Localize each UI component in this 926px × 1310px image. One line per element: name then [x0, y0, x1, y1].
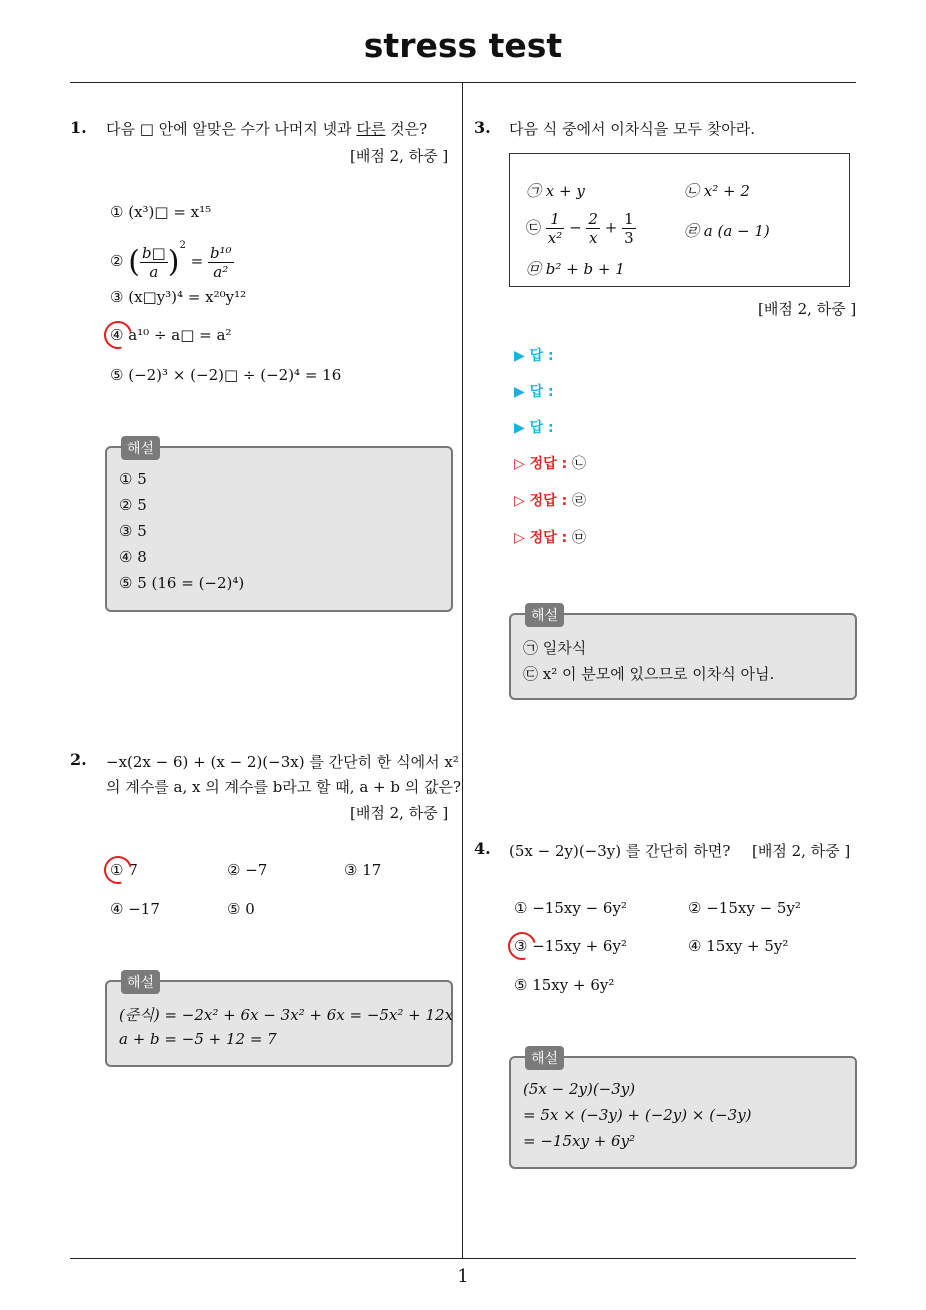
option-5[interactable]: ⑤ 0: [227, 900, 255, 918]
option-3[interactable]: ③ −15xy + 6y²: [514, 937, 627, 955]
solution-label: 해설: [121, 970, 160, 994]
correct-answer: [514, 527, 586, 547]
expression-marker: ㉢: [526, 218, 542, 237]
solution-line: ① 5: [119, 470, 147, 488]
footer-rule: [70, 1258, 856, 1259]
solution-line: (준식) = −2x² + 6x − 3x² + 6x = −5x² + 12x: [119, 1006, 454, 1024]
solution-line: ⑤ 5 (16 = (−2)⁴): [119, 574, 245, 592]
fraction-numerator: 2: [588, 210, 598, 228]
question-number: 2.: [70, 750, 87, 769]
score-label: [배점 2, 하중 ]: [752, 842, 851, 860]
solution-label: 해설: [525, 603, 564, 627]
question-text: [106, 118, 427, 139]
solution-line: (5x − 2y)(−3y): [523, 1080, 636, 1098]
expression-item: ㉠ x + y: [526, 182, 585, 200]
option-3[interactable]: ③ 17: [344, 861, 382, 879]
question-text: (5x − 2y)(−3y) 를 간단히 하면?: [509, 842, 731, 860]
solution-line: a + b = −5 + 12 = 7: [119, 1030, 277, 1048]
question-text-part: 다음 □ 안에 알맞은 수가 나머지 넷과: [106, 120, 357, 138]
solution-line: ㉢ x² 이 분모에 있으므로 이차식 아님.: [523, 665, 775, 683]
correct-answer-label: ▷ 정답 :: [514, 456, 568, 472]
solution-box: [509, 1051, 857, 1169]
operator: +: [604, 218, 618, 237]
operator: −: [569, 218, 582, 237]
fraction-denominator: a²: [213, 262, 229, 281]
answer-blank[interactable]: ▶ 답 :: [514, 384, 554, 400]
expression-box: [509, 153, 850, 287]
solution-label: 해설: [525, 1046, 564, 1070]
fraction-numerator: b¹⁰: [209, 243, 232, 262]
solution-line: = 5x × (−3y) + (−2y) × (−3y): [523, 1106, 752, 1124]
option-2[interactable]: ② −7: [227, 861, 268, 879]
underlined-word: 다른: [356, 120, 386, 138]
option-4[interactable]: ④ a¹⁰ ÷ a□ = a²: [110, 326, 232, 344]
option-5[interactable]: ⑤ (−2)³ × (−2)□ ÷ (−2)⁴ = 16: [110, 366, 342, 384]
selected-answer-mark: [99, 851, 137, 889]
expression-item: [526, 210, 636, 247]
question-text: 다음 식 중에서 이차식을 모두 찾아라.: [509, 120, 755, 138]
selected-answer-mark: [503, 927, 541, 965]
fraction-denominator: x²: [547, 229, 563, 247]
option-2[interactable]: ② ( $\frac{b□}{a}$ )$^2$ = $\frac{\text{b¹⁰}}{\text{a²}}$: [110, 240, 232, 281]
question-text-part: 것은?: [385, 120, 428, 138]
question-text: −x(2x − 6) + (x − 2)(−3x) 를 간단히 한 식에서 x²: [106, 753, 459, 771]
correct-answer-value: ㉡: [572, 456, 587, 472]
option-marker: ②: [110, 252, 124, 270]
fraction-numerator: 1: [546, 210, 564, 229]
selected-answer-mark: [99, 316, 137, 354]
option-4[interactable]: ④ 15xy + 5y²: [688, 937, 789, 955]
header-rule: [70, 82, 856, 83]
fraction-numerator: b□: [141, 243, 166, 262]
correct-answer: [514, 490, 586, 510]
correct-answer-label: ▷ 정답 :: [514, 493, 568, 509]
answer-blank[interactable]: ▶ 답 :: [514, 348, 554, 364]
correct-answer-value: ㉣: [572, 493, 587, 509]
question-number: 1.: [70, 118, 87, 137]
solution-label: 해설: [121, 436, 160, 460]
score-label: [배점 2, 하중 ]: [758, 300, 857, 318]
score-label: [배점 2, 하중 ]: [350, 147, 449, 165]
solution-box: [105, 975, 454, 1067]
solution-box: [509, 608, 857, 700]
correct-answer: [514, 453, 586, 473]
option-4[interactable]: ④ −17: [110, 900, 160, 918]
solution-line: = −15xy + 6y²: [523, 1132, 636, 1150]
fraction-denominator: x: [588, 229, 598, 247]
fraction-numerator: 1: [624, 210, 634, 228]
option-1[interactable]: ① −15xy − 6y²: [514, 899, 627, 917]
column-divider: [462, 83, 463, 1259]
expression-item: ㉣ a (a − 1): [684, 222, 770, 240]
page-title: stress test: [363, 26, 563, 65]
expression-item: ㉤ b² + b + 1: [526, 260, 625, 278]
question-text: 의 계수를 a, x 의 계수를 b라고 할 때, a + b 의 값은?: [106, 778, 462, 796]
option-3[interactable]: ③ (x□y³)⁴ = x²⁰y¹²: [110, 288, 247, 306]
fraction-denominator: a: [149, 262, 159, 281]
page-number: 1: [457, 1266, 469, 1287]
solution-box: [105, 441, 453, 612]
fraction-denominator: 3: [624, 229, 634, 247]
option-5[interactable]: ⑤ 15xy + 6y²: [514, 976, 615, 994]
score-label: [배점 2, 하중 ]: [350, 804, 449, 822]
solution-line: ② 5: [119, 496, 147, 514]
solution-line: ③ 5: [119, 522, 147, 540]
question-number: 4.: [474, 839, 491, 858]
option-2[interactable]: ② −15xy − 5y²: [688, 899, 801, 917]
solution-line: ④ 8: [119, 548, 147, 566]
correct-answer-label: ▷ 정답 :: [514, 530, 568, 546]
correct-answer-value: ㉤: [572, 530, 587, 546]
option-1[interactable]: ① 7: [110, 861, 138, 879]
solution-line: ㉠ 일차식: [523, 639, 587, 657]
option-1[interactable]: ① (x³)□ = x¹⁵: [110, 203, 212, 221]
question-number: 3.: [474, 118, 491, 137]
expression-item: ㉡ x² + 2: [684, 182, 750, 200]
answer-blank[interactable]: ▶ 답 :: [514, 420, 554, 436]
